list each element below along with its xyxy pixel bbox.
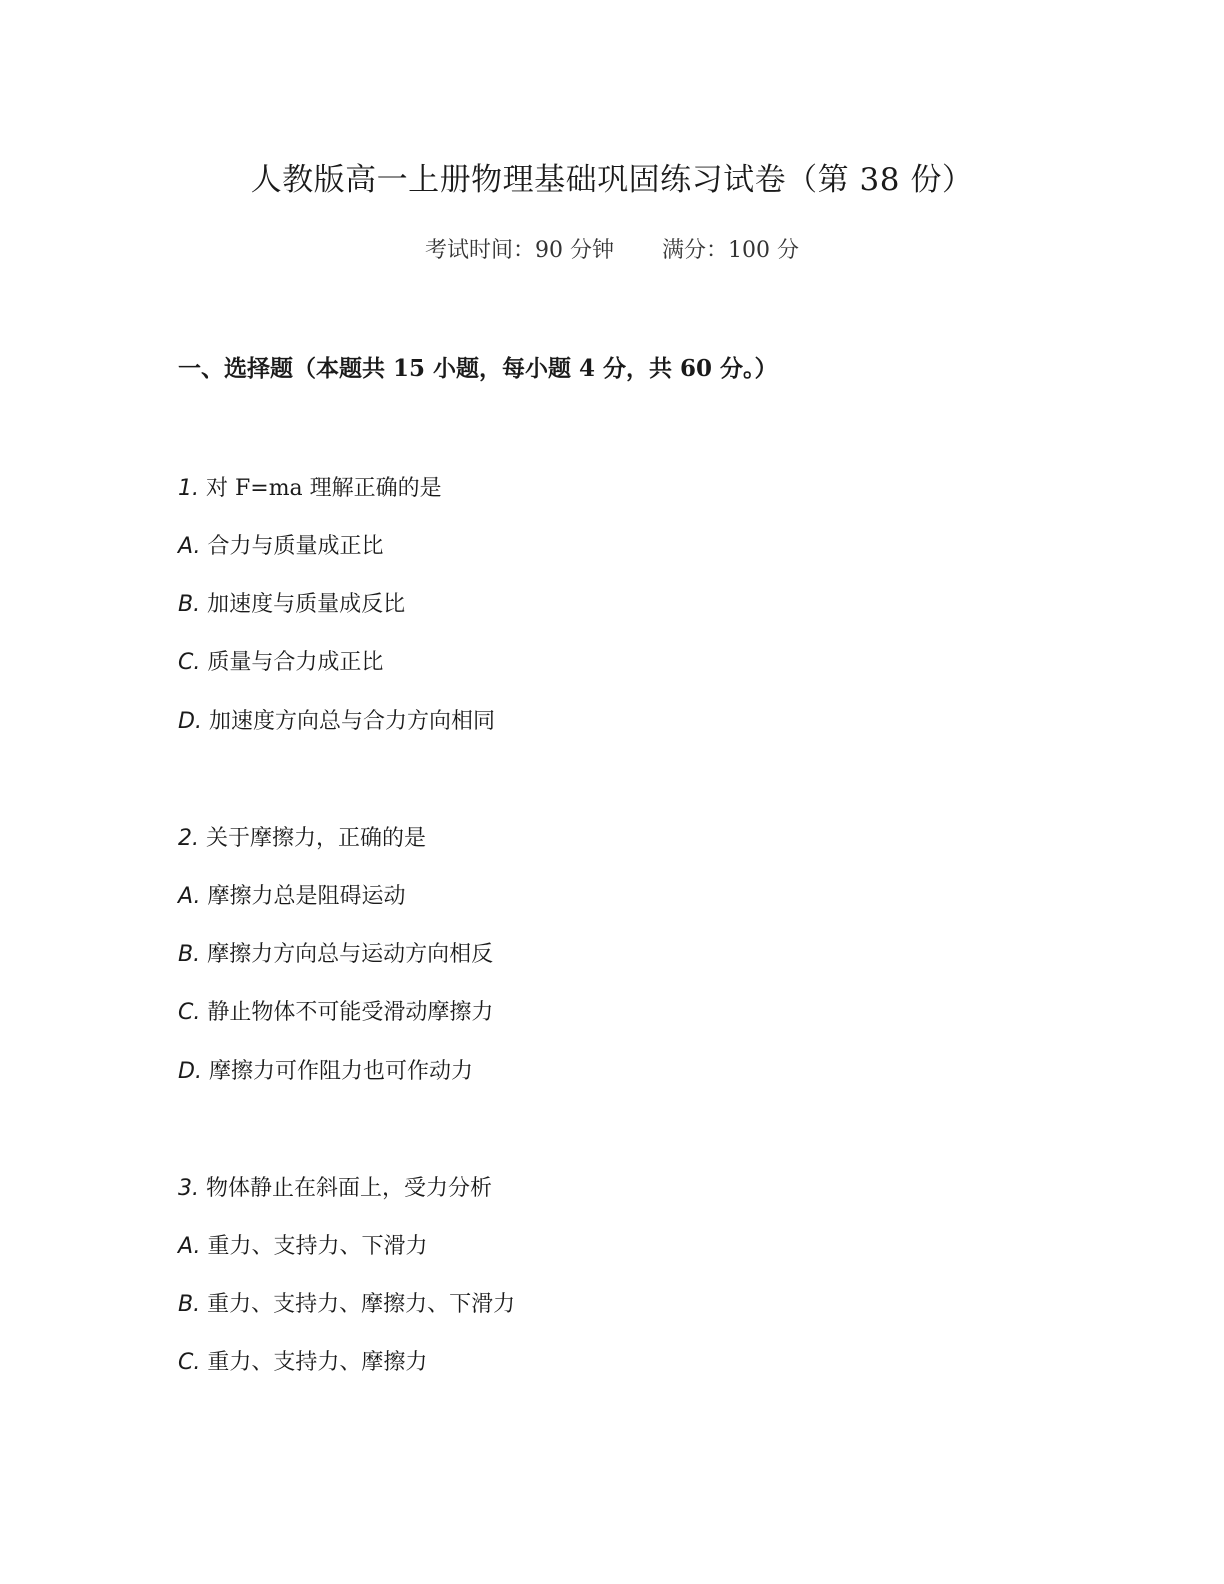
- answer-option: [178, 1231, 427, 1263]
- option-letter: B.: [178, 592, 201, 617]
- option-letter: A.: [178, 1234, 201, 1259]
- exam-time: 考试时间：90 分钟: [425, 238, 614, 263]
- option-letter: A.: [178, 534, 201, 559]
- question-number: 3.: [178, 1176, 199, 1201]
- section-heading: 一、选择题（本题共 15 小题，每小题 4 分，共 60 分。）: [178, 355, 778, 382]
- option-text: 加速度方向总与合力方向相同: [208, 709, 495, 734]
- question-text: 关于摩擦力，正确的是: [206, 826, 427, 851]
- option-letter: C.: [178, 650, 201, 675]
- option-letter: D.: [178, 709, 202, 734]
- question-stem: [178, 823, 426, 855]
- question-text: 对 F=ma 理解正确的是: [206, 476, 442, 501]
- question-number: 2.: [178, 826, 199, 851]
- answer-option: [178, 881, 405, 913]
- option-text: 摩擦力方向总与运动方向相反: [207, 942, 494, 967]
- document-title: 人教版高一上册物理基础巩固练习试卷（第 38 份）: [250, 162, 974, 198]
- option-letter: D.: [178, 1059, 202, 1084]
- option-text: 摩擦力可作阻力也可作动力: [208, 1059, 473, 1084]
- answer-option: [178, 1289, 515, 1321]
- full-score: 满分：100 分: [662, 238, 799, 263]
- answer-option: [178, 589, 405, 621]
- option-text: 重力、支持力、摩擦力、下滑力: [207, 1292, 516, 1317]
- option-letter: B.: [178, 1292, 201, 1317]
- option-text: 静止物体不可能受滑动摩擦力: [207, 1000, 494, 1025]
- answer-option: [178, 1056, 473, 1088]
- answer-option: [178, 706, 495, 738]
- option-text: 摩擦力总是阻碍运动: [207, 884, 406, 909]
- question-stem: [178, 473, 442, 505]
- option-letter: C.: [178, 1000, 201, 1025]
- exam-info: [0, 235, 1224, 267]
- answer-option: [178, 647, 383, 679]
- option-text: 重力、支持力、摩擦力: [207, 1350, 428, 1375]
- question-text: 物体静止在斜面上，受力分析: [206, 1176, 493, 1201]
- option-letter: B.: [178, 942, 201, 967]
- answer-option: [178, 1347, 427, 1379]
- answer-option: [178, 939, 493, 971]
- question-number: 1.: [178, 476, 199, 501]
- option-letter: C.: [178, 1350, 201, 1375]
- question-stem: [178, 1173, 492, 1205]
- answer-option: [178, 997, 493, 1029]
- option-letter: A.: [178, 884, 201, 909]
- option-text: 重力、支持力、下滑力: [207, 1234, 428, 1259]
- answer-option: [178, 531, 383, 563]
- option-text: 质量与合力成正比: [207, 650, 384, 675]
- option-text: 合力与质量成正比: [207, 534, 384, 559]
- option-text: 加速度与质量成反比: [207, 592, 406, 617]
